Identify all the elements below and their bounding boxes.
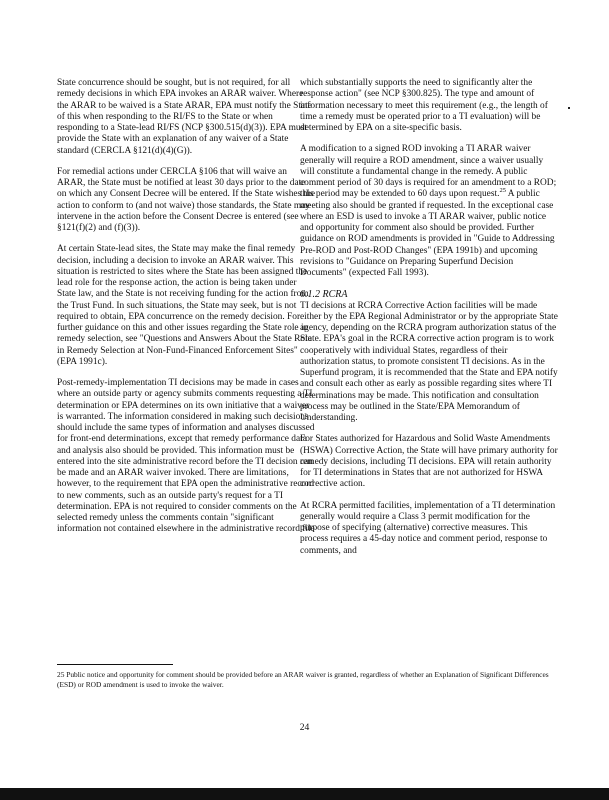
left-column	[57, 78, 315, 546]
right-column	[300, 78, 558, 567]
paragraph: Post-remedy-implementation TI decisions may be made in cases where an outside party or agency submits comments requesting a TI determination or EPA determines on its own initiative that a waiver is warranted. The information considered in making such decisions should include the same types of information and analyses discussed for front-end determinations, except that remedy performance data and analysis also should be provided. This information must be entered into the site administrative record before the TI decision can be made and an ARAR waiver invoked. There are limitations, however, to the requirement that EPA open the administrative record to new comments, such as an outside party's request for a TI determination. EPA is not required to consider comments on the selected remedy unless the comments contain "significant information not contained elsewhere in the administrative record file	[57, 378, 315, 535]
scan-bottom-edge	[0, 788, 609, 800]
paragraph: For remedial actions under CERCLA §106 that will waive an ARAR, the State must be notified at least 30 days prior to the date on which any Consent Decree will be entered. If the State wishes the action to conform to (and not waive) those standards, the State may intervene in the action before the Consent Decree is entered (see §121(f)(2) and (f)(3)).	[57, 166, 315, 233]
footnote: 25 Public notice and opportunity for comment should be provided before an ARAR waiver is granted, regardless of whether an Explanation of Significant Differences (ESD) or ROD amendment is used to invoke the waiver.	[57, 670, 549, 689]
paragraph-with-footnote	[300, 144, 558, 279]
paragraph: TI decisions at RCRA Corrective Action facilities will be made either by the EPA Regional Administrator or by the appropriate State agency, depending on the RCRA program authorization status of the State. EPA's goal in the RCRA corrective action program is to work cooperatively with individual States, regardless of their authorization status, to promote consistent TI decisions. As in the Superfund program, it is recommended that the State and EPA notify and consult each other as early as possible regarding sites where TI determinations may be made. This notification and consultation process may be outlined in the State/EPA Memorandum of Understanding.	[300, 300, 558, 423]
paragraph: which substantially supports the need to significantly alter the response action" (see NCP §300.825). The type and amount of information necessary to meet this requirement (e.g., the length of time a remedy must be operated prior to a TI evaluation) will be determined by EPA on a site-specific basis.	[300, 78, 548, 133]
paragraph-text: A modification to a signed ROD invoking a TI ARAR waiver generally will require a ROD amendment, since a waiver usually will constitute a fundamental change in the remedy. A public comment period of 30 days is required for an amendment to a ROD; this period may be extended to 60 days upon request.	[300, 144, 557, 200]
paragraph: At certain State-lead sites, the State may make the final remedy decision, including a decision to invoke an ARAR waiver. This situation is restricted to sites where the State has been assigned the lead role for the response action, the action is being taken under State law, and the State is not receiving funding for the action from the Trust Fund. In such situations, the State may seek, but is not required to obtain, EPA concurrence on the remedy decision. For further guidance on this and other issues regarding the State role in remedy selection, see "Questions and Answers About the State Role in Remedy Selection at Non-Fund-Financed Enforcement Sites" (EPA 1991c).	[57, 244, 312, 367]
page-number: 24	[299, 722, 310, 733]
paragraph-text: A public meeting also should be granted if requested. In the exceptional case where an ESD is used to invoke a TI ARAR waiver, public notice and opportunity for comment also should be provided. Further guidance on ROD amendments is provided in "Guide to Addressing Pre-ROD and Post-ROD Changes" (EPA 1991b) and upcoming revisions to "Guidance on Preparing Superfund Decision Documents" (expected Fall 1993).	[300, 189, 555, 278]
section-heading: 6.1.2 RCRA	[300, 289, 348, 301]
footnote-divider	[57, 664, 173, 665]
paragraph: State concurrence should be sought, but is not required, for all remedy decisions in which EPA invokes an ARAR waiver. Where the ARAR to be waived is a State ARAR, EPA must notify the State of this when responding to the RI/FS to the State or when responding to a State-lead RI/FS (NCP §300.515(d)(3)). EPA must provide the State with an explanation of any waiver of a State standard (CERCLA §121(d)(4)(G)).	[57, 78, 312, 156]
scan-speck	[568, 107, 570, 109]
paragraph: For States authorized for Hazardous and Solid Waste Amendments (HSWA) Corrective Action, the State will have primary authority for remedy decisions, including TI decisions. EPA will retain authority for TI determinations in States that are not authorized for HSWA corrective action.	[300, 434, 558, 490]
paragraph: At RCRA permitted facilities, implementation of a TI determination generally would require a Class 3 permit modification for the purpose of specifying (alternative) corrective measures. This process requires a 45-day notice and comment period, response to comments, and	[300, 500, 556, 556]
footnote-marker: 25	[499, 187, 506, 195]
